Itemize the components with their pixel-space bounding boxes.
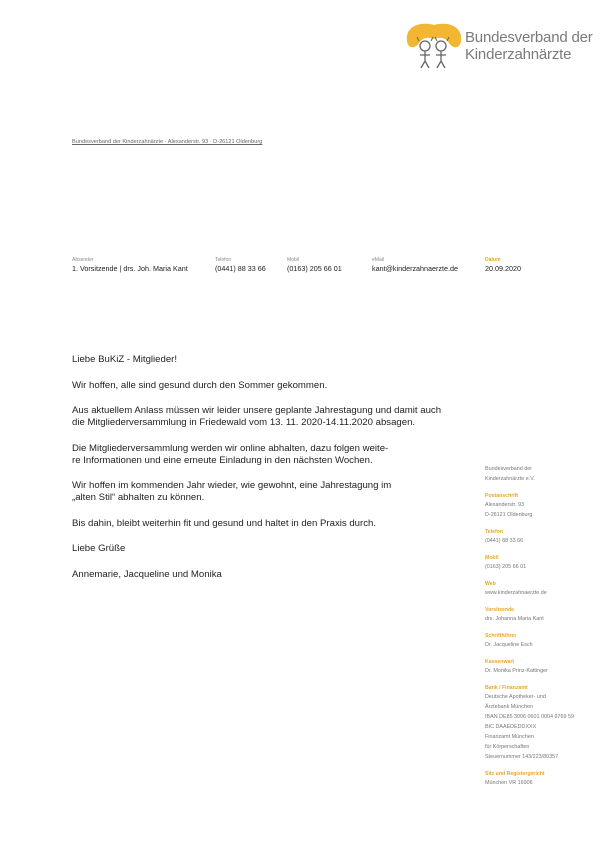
info-mobile (287, 257, 342, 274)
sidebar-heading: Schriftführer (485, 633, 517, 639)
info-label: Datum (485, 257, 501, 263)
sidebar-line: Finanzamt München (485, 734, 534, 740)
info-value: 20.09.2020 (485, 264, 521, 273)
letter-line: „alten Stil“ abhalten zu können. (72, 492, 205, 503)
sidebar-line: Dr. Monika Prinz-Kattinger (485, 668, 548, 674)
letter-signature: Annemarie, Jacqueline und Monika (72, 568, 222, 580)
info-value: kant@kinderzahnaerzte.de (372, 264, 459, 273)
info-phone (215, 257, 266, 274)
logo-line-2: Kinderzahnärzte (465, 46, 572, 63)
sidebar-line: Steuernummer 143/223/80357 (485, 754, 559, 760)
sidebar-heading: Bank / Finanzamt (485, 685, 528, 691)
sidebar-line: IBAN DE85 3006 0601 0004 9769 59 (485, 714, 575, 720)
info-email (372, 257, 458, 274)
sidebar-line: Dr. Jacqueline Esch (485, 642, 533, 648)
sidebar-line: Deutsche Apotheker- und (485, 694, 546, 700)
logo-line-1: Bundesverband der (465, 29, 593, 46)
sidebar-line: D-26121 Oldenburg (485, 512, 533, 518)
sidebar-line: Alexanderstr. 93 (485, 502, 524, 508)
info-label: Telefon (215, 257, 232, 263)
letter-line: Wir hoffen im kommenden Jahr wieder, wie gewohnt, eine Jahrestagung im (72, 480, 392, 491)
info-sender (72, 257, 188, 274)
info-label: eMail (372, 257, 384, 263)
letter-line: re Informationen und eine erneute Einladung in den nächsten Wochen. (72, 454, 373, 466)
sidebar-line: www.kinderzahnaerzte.de (485, 590, 547, 596)
sidebar-line: BIC DAAEDEDDXXX (485, 724, 537, 730)
sidebar-heading: Telefon (485, 529, 504, 535)
sidebar-line: für Körperschaften (485, 744, 530, 750)
letter-paragraph: Aus aktuellem Anlass müssen wir leider unsere geplante Jahrestagung und damit auch die Mitgliederversammlung in Friedewald vom 13. 11. 2020-14.11.2020 absagen. (72, 405, 442, 428)
letter-paragraph: Bis dahin, bleibt weiterhin fit und gesund und haltet in den Praxis durch. (72, 517, 376, 529)
sidebar-line: (0441) 88 33 66 (485, 538, 524, 544)
sidebar-heading: Vorsitzende (485, 607, 515, 613)
sidebar-heading: Postanschrift (485, 493, 519, 499)
info-value: (0441) 88 33 66 (215, 264, 266, 273)
sidebar-line: drs. Johanna Maria Kant (485, 616, 544, 622)
logo-mark-icon (403, 19, 465, 71)
letter-closing: Liebe Grüße (72, 543, 126, 554)
sidebar-line: Ärztebank München (485, 704, 533, 710)
sidebar-heading: Mobil (485, 555, 499, 561)
letter-body (72, 354, 442, 594)
sender-address-line: Bundesverband der Kinderzahnärzte · Alexanderstr. 93 · D-26121 Oldenburg (72, 139, 263, 145)
logo (403, 19, 593, 71)
sidebar-line: München VR 16906 (485, 780, 533, 786)
sidebar-heading: Kassenwart (485, 659, 515, 665)
info-date (485, 257, 521, 274)
sidebar-heading: Web (485, 581, 496, 587)
info-value: (0163) 205 66 01 (287, 264, 342, 273)
info-value: 1. Vorsitzende | drs. Joh. Maria Kant (72, 264, 188, 273)
sidebar-contact (485, 464, 597, 788)
sidebar-line: (0163) 205 66 01 (485, 564, 527, 570)
sidebar-heading: Sitz und Registergericht (485, 771, 545, 777)
info-label: Mobil (287, 257, 299, 263)
letter-line: Die Mitgliederversammlung werden wir online abhalten, dazu folgen weite- (72, 442, 389, 454)
sidebar-org-name: Kinderzahnärzte e.V. (485, 476, 535, 482)
sidebar-org-name: Bundesverband der (485, 466, 533, 472)
letter-paragraph (72, 480, 442, 504)
info-label: Absender (72, 257, 94, 263)
letter-greeting: Liebe BuKiZ - Mitglieder! (72, 354, 178, 365)
letter-paragraph (72, 443, 442, 467)
letter-paragraph: Wir hoffen, alle sind gesund durch den Sommer gekommen. (72, 379, 328, 391)
